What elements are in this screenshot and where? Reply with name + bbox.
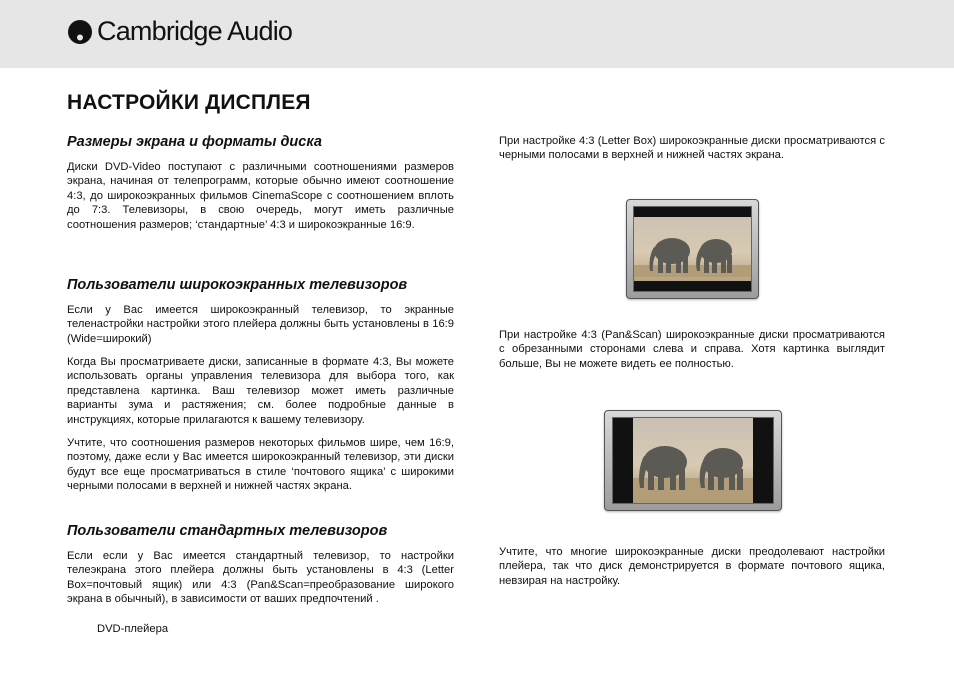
panscan-description: При настройке 4:3 (Pan&Scan) широкоэкранные диски просматриваются с обрезанными сторонами слева и справа. Хотя картинка выглядит больше, Вы не можете видеть ее полностью. — [499, 329, 885, 370]
standard-paragraph-2: DVD-плейера — [97, 623, 169, 635]
header-band — [0, 0, 954, 68]
section-heading-standard-users: Пользователи стандартных телевизоров — [67, 523, 388, 539]
brand-disc-icon — [67, 19, 93, 45]
letterbox-tv-illustration — [626, 199, 759, 299]
section-heading-screen-sizes: Размеры экрана и форматы диска — [67, 134, 322, 150]
panscan-tv-illustration — [604, 410, 782, 511]
panscan-elephants-image — [613, 418, 773, 503]
section-text-screen-sizes: Диски DVD-Video поступают с различными соотношениями размеров экрана, начиная от телепрограмм, которые обычно имеют соотношение 4:3, до широкоэкранных фильмов CinemaScope с соотношением вплоть до 7:3. Телевизоры, в свою очередь, могут иметь различные соотношения размеров; ‘стандартные’ 4:3 и широкоэкранные 16:9. — [67, 161, 454, 231]
letterbox-description: При настройке 4:3 (Letter Box) широкоэкранные диски просматриваются с черными полосами в верхней и нижней частях экрана. — [499, 135, 885, 162]
brand-logo — [67, 18, 292, 45]
widescreen-paragraph-2: Когда Вы просматриваете диски, записанные в формате 4:3, Вы можете использовать органы управления телевизора для выбора того, как представлена картинка. Ваш телевизор может иметь различные варианты зума и растяжения; см. более подробные данные в инструкциях, которые прилагаются к вашему телевизору. — [67, 356, 454, 426]
widescreen-paragraph-3: Учтите, что соотношения размеров некоторых фильмов шире, чем 16:9, поэтому, даже если у Вас имеется широкоэкранный телевизор, эти диски будут все еще просматриваться в стиле ‘почтового ящика’ с широкими черными полосами в верхней и нижней частях экрана. — [67, 437, 454, 493]
note-description: Учтите, что многие широкоэкранные диски преодолевают настройки плейера, так что диск демонстрируется в формате почтового ящика, невзирая на настройку. — [499, 546, 885, 587]
page-title: НАСТРОЙКИ ДИСПЛЕЯ — [67, 91, 311, 114]
section-heading-widescreen-users: Пользователи широкоэкранных телевизоров — [67, 277, 408, 293]
standard-paragraph-1: Если если у Вас имеется стандартный телевизор, то настройки телеэкрана этого плейера должны быть установлены в 4:3 (Letter Box=почтовый ящик) или 4:3 (Pan&Scan=преобразование широкого экрана в обычный), в зависимости от ваших предпочтений . — [67, 550, 454, 606]
letterbox-elephants-image — [634, 207, 751, 291]
brand-name: Cambridge Audio — [97, 16, 293, 46]
widescreen-paragraph-1: Если у Вас имеется широкоэкранный телевизор, то экранные теленастройки настройки этого плейера должны быть установлены в 16:9 (Wide=широкий) — [67, 304, 454, 345]
